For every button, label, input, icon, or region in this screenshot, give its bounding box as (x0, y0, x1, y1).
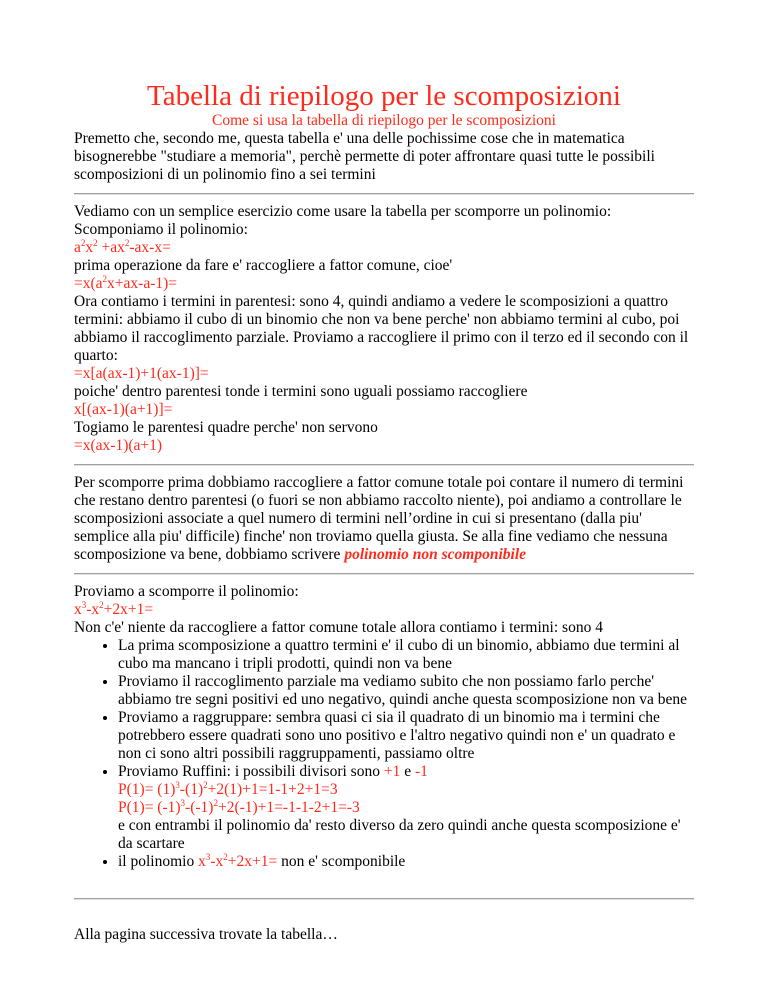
ex1-line2: Scomponiamo il polinomio: (74, 221, 248, 238)
ex1-line3: prima operazione da fare e' raccogliere a fattor comune, cioe' (74, 257, 453, 274)
divider (74, 573, 694, 575)
footer-text: Alla pagina successiva trovate la tabella… (74, 926, 338, 943)
list-item: • il polinomio $x^3-x^2+2x+1=$ non e' scomponibile (118, 853, 694, 871)
list-item: • Proviamo il raccoglimento parziale ma vediamo subito che non possiamo farlo perche' abbiamo tre segni positivi ed uno negativo, quindi anche questa scomposizione non va bene (118, 673, 694, 709)
list-item: • Proviamo a raggruppare: sembra quasi ci sia il quadrato di un binomio ma i termini che potrebbero essere quadrati sono uno positivo e l'altro negativo quindi non e' un quadrato e non ci sono altri possibili raggruppamenti, passiamo oltre (118, 709, 694, 763)
ruffini-p2: $P(1)= (-1)^3-(-1)^2+2(-1)+1=-1-1-2+1=-3$ (118, 798, 360, 816)
example-1 (74, 203, 694, 455)
ex2-polynomial: $x^3-x^2+2x+1=$ (74, 600, 154, 618)
ex1-line6: Togiamo le parentesi quadre perche' non servono (74, 419, 378, 436)
ex1-polynomial: $a^2x^2 +ax^2-ax-x=$ (74, 238, 171, 256)
example-2 (74, 583, 694, 871)
emphasis-text: polinomio non scomponibile (344, 546, 527, 563)
ex1-line1: Vediamo con un semplice esercizio come usare la tabella per scomporre un polinomio: (74, 203, 612, 220)
method-paragraph: Per scomporre prima dobbiamo raccogliere a fattor comune totale poi contare il numero di termini che restano dentro parentesi (o fuori se non abbiamo raccolto niente), poi andiamo a controllare le scomposizioni associate a quel numero di termini nell’ordine in cui si presentano (dalla piu' semplice alla piu' difficile) finche' non troviamo quella giusta. Se alla fine vediamo che nessuna scomposizione va bene, dobbiamo scrivere polinomio non scomponibile (74, 474, 684, 563)
divider (74, 193, 694, 195)
ex1-line4: Ora contiamo i termini in parentesi: sono 4, quindi andiamo a vedere le scomposizioni a quattro termini: abbiamo il cubo di un binomio che non va bene perche' non abbiamo termini al cubo, poi abbiamo il raccoglimento parziale. Proviamo a raccogliere il primo con il terzo ed il secondo con il quarto: (74, 293, 689, 364)
divider (74, 898, 694, 900)
ruffini-p1: $P(1)= (1)^3-(1)^2+2(1)+1=1-1+2+1=3$ (118, 780, 338, 798)
steps-list (74, 637, 694, 871)
divider (74, 464, 694, 466)
list-item: • Proviamo Ruffini: i possibili divisori sono +1 e -1 $P(1)= (1)^3-(1)^2+2(1)+1=1-1+2+1=3$ $P(1)= (-1)^3-(-1)^2+2(-1)+1=-1-1-2+1=-3$ e con entrambi il polinomio da' resto diverso da zero quindi anche questa scomposizione e' da scartare (118, 763, 694, 853)
ex1-step2: =x[a(ax-1)+1(ax-1)]= (74, 365, 209, 382)
intro-paragraph: Premetto che, secondo me, questa tabella e' una delle pochissime cose che in matematica bisognerebbe "studiare a memoria", perchè permette di poter affrontare quasi tutte le possibili scomposizioni di un polinomio fino a sei termini (74, 130, 655, 183)
list-item: • La prima scomposizione a quattro termini e' il cubo di un binomio, abbiamo due termini al cubo ma mancano i tripli prodotti, quindi non va bene (118, 637, 694, 673)
ex1-line5: poiche' dentro parentesi tonde i termini sono uguali possiamo raccogliere (74, 383, 528, 400)
page-title: Tabella di riepilogo per le scomposizioni (147, 80, 621, 112)
ex1-step3: x[(ax-1)(a+1)]= (74, 401, 173, 418)
page-subtitle: Come si usa la tabella di riepilogo per le scomposizioni (212, 112, 556, 129)
ex2-line1: Proviamo a scomporre il polinomio: (74, 583, 299, 600)
ex1-step4: =x(ax-1)(a+1) (74, 437, 163, 454)
ex1-step1: $=x(a^2x+ax-a-1)=$ (74, 274, 178, 292)
ex2-line2: Non c'e' niente da raccogliere a fattor comune totale allora contiamo i termini: sono 4 (74, 619, 603, 636)
